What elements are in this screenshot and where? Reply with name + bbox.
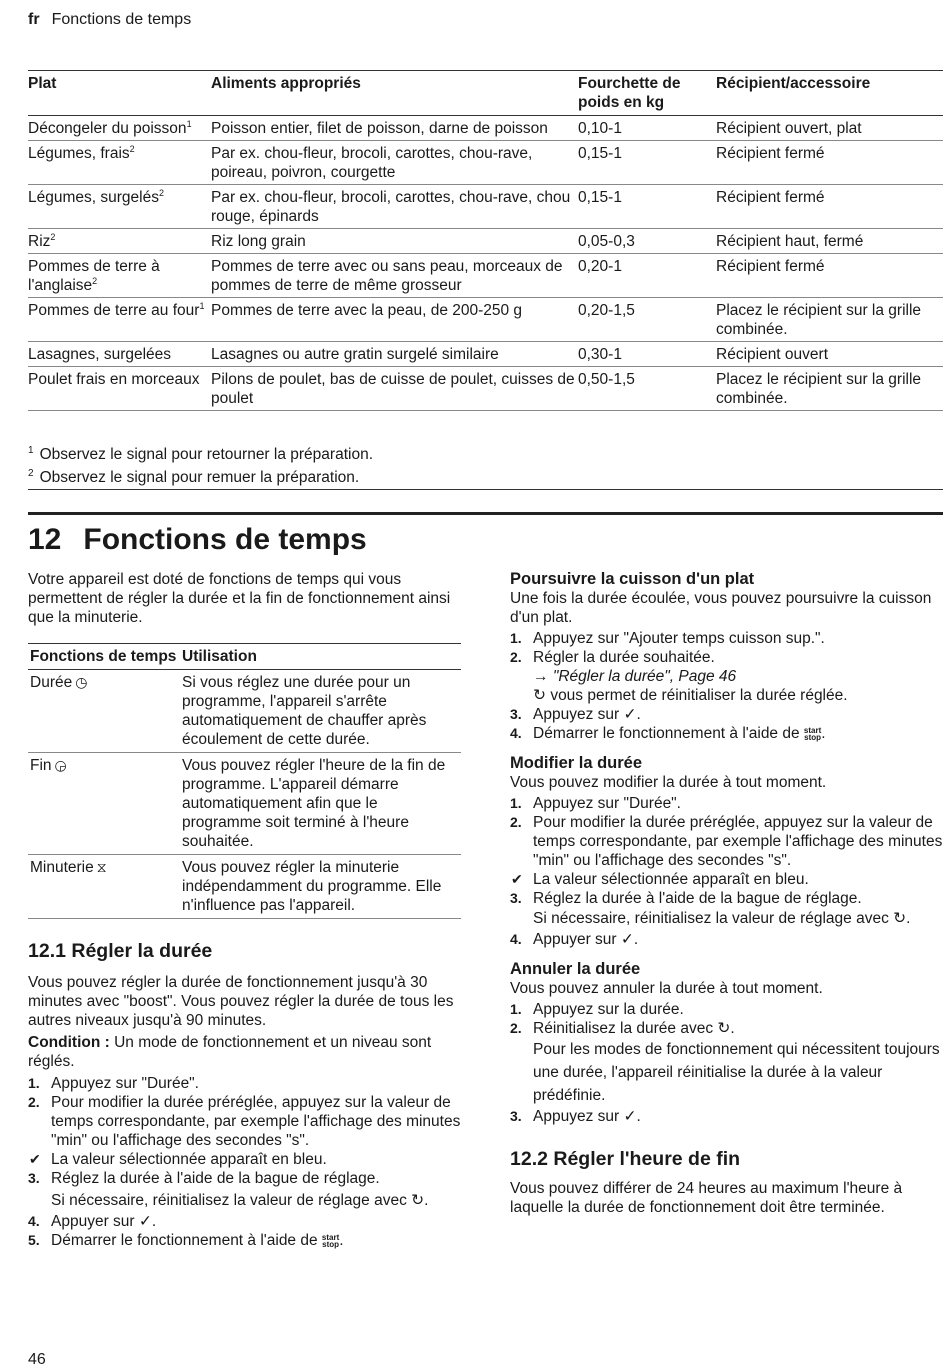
time-table-header — [28, 644, 461, 670]
list-item: 3. Appuyez sur ✓. — [510, 1108, 641, 1125]
arrow-icon: → — [533, 668, 549, 685]
col-header: Plat — [28, 71, 211, 116]
list-item: 4. Démarrer le fonctionnement à l'aide de start stop. — [510, 725, 826, 742]
footnote-ref: 2 — [92, 276, 98, 286]
footnote-ref: 1 — [199, 301, 205, 311]
steps-list — [28, 1074, 461, 1250]
cell-poids: 0,15-1 — [578, 141, 716, 185]
intro-paragraph: Votre appareil est doté de fonctions de temps qui vous permettent de régler la durée et la fin de fonctionnement ainsi que la minuterie. — [28, 571, 451, 626]
table-row — [28, 298, 943, 342]
cell-plat: Décongeler du poisson$^1$ — [28, 116, 211, 141]
function-name: Fin ◶ — [28, 753, 180, 855]
col-header: Fonctions de temps — [28, 644, 180, 670]
cell-aliments: Riz long grain — [211, 229, 578, 254]
cell-aliments: Lasagnes ou autre gratin surgelé similaire — [211, 342, 578, 367]
table-row — [28, 185, 943, 229]
check-icon: ✓ — [620, 931, 634, 948]
subheading-annuler: Annuler la durée — [510, 960, 641, 978]
header-title: Fonctions de temps — [51, 11, 192, 28]
list-item: 2. Pour modifier la durée préréglée, appuyez sur la valeur de temps correspondante, par exemple l'affichage des minutes "min" ou l'affichage des secondes "s". — [510, 814, 943, 869]
list-item: 4. Appuyer sur ✓. — [28, 1213, 157, 1230]
chapter-number: 12 — [28, 523, 62, 556]
cell-recipient: Récipient fermé — [716, 141, 943, 185]
table-row — [28, 367, 943, 411]
steps-list — [510, 1000, 945, 1126]
list-item: 4. Appuyer sur ✓. — [510, 931, 639, 948]
cell-recipient: Récipient fermé — [716, 185, 943, 229]
cell-plat: Lasagnes, surgelées — [28, 342, 211, 367]
col-header: Fourchette de poids en kg — [578, 71, 716, 116]
function-usage: Si vous réglez une durée pour un programme, l'appareil s'arrête automatiquement de chauffer après écoulement de cette durée. — [180, 670, 461, 753]
left-column — [28, 570, 461, 1250]
table-row — [28, 254, 943, 298]
table-row — [28, 116, 943, 141]
cross-reference-link[interactable]: "Régler la durée", Page 46 — [552, 668, 737, 685]
cell-poids: 0,30-1 — [578, 342, 716, 367]
section-paragraph: Vous pouvez différer de 24 heures au maximum l'heure à laquelle la durée de fonctionnement doit être terminée. — [510, 1180, 903, 1216]
list-item: 3. Réglez la durée à l'aide de la bague de réglage. Si nécessaire, réinitialisez la valeur de réglage avec ↻. — [510, 890, 911, 927]
result-icon: ✔ — [511, 871, 523, 887]
cell-poids: 0,10-1 — [578, 116, 716, 141]
cell-poids: 0,50-1,5 — [578, 367, 716, 411]
list-item: 1. Appuyez sur "Ajouter temps cuisson sup.". — [510, 630, 825, 647]
cell-aliments: Pommes de terre avec ou sans peau, morceaux de pommes de terre de même grosseur — [211, 254, 578, 298]
cell-recipient: Récipient ouvert — [716, 342, 943, 367]
list-item: 1. Appuyez sur "Durée". — [510, 795, 681, 812]
check-icon: ✓ — [623, 706, 637, 723]
list-item: 2. Pour modifier la durée préréglée, appuyez sur la valeur de temps correspondante, par exemple l'affichage des minutes "min" ou l'affichage des secondes "s". — [28, 1094, 461, 1149]
cell-poids: 0,20-1,5 — [578, 298, 716, 342]
table-row — [28, 855, 461, 919]
col-header: Récipient/accessoire — [716, 71, 943, 116]
function-name: Minuterie ⧖ — [28, 855, 180, 919]
table-row — [28, 229, 943, 254]
section-paragraph: Vous pouvez modifier la durée à tout moment. — [510, 774, 827, 791]
cell-plat: Pommes de terre au four$^1$ — [28, 298, 211, 342]
steps-list — [510, 629, 945, 743]
chapter-rule — [28, 512, 943, 515]
cell-recipient: Placez le récipient sur la grille combinée. — [716, 367, 943, 411]
cell-aliments: Pommes de terre avec la peau, de 200-250 g — [211, 298, 578, 342]
chapter-name: Fonctions de temps — [83, 523, 367, 556]
subheading-poursuivre: Poursuivre la cuisson d'un plat — [510, 570, 755, 588]
cell-plat: Poulet frais en morceaux — [28, 367, 211, 411]
food-table — [28, 70, 943, 411]
reset-icon: ↻ — [717, 1020, 731, 1037]
function-name: Durée ◷ — [28, 670, 180, 753]
list-item: 2. Réinitialisez la durée avec ↻. Pour les modes de fonctionnement qui nécessitent toujours une durée, l'appareil réinitialise la durée à la valeur prédéfinie. — [510, 1020, 940, 1104]
section-paragraph: Vous pouvez régler la durée de fonctionnement jusqu'à 30 minutes avec "boost". Vous pouvez régler la durée de tous les autres niveaux jusqu'à 90 minutes. — [28, 974, 454, 1029]
list-item: ✔ La valeur sélectionnée apparaît en bleu. — [29, 1151, 327, 1168]
list-item: 3. Réglez la durée à l'aide de la bague de réglage. Si nécessaire, réinitialisez la valeur de réglage avec ↻. — [28, 1170, 429, 1209]
reset-icon: ↻ — [893, 910, 907, 927]
start-stop-icon: start stop — [803, 725, 822, 742]
steps-list — [510, 794, 945, 949]
footnote: $^2$ Observez le signal pour remuer la préparation. — [28, 468, 360, 487]
cell-poids: 0,15-1 — [578, 185, 716, 229]
subheading-modifier: Modifier la durée — [510, 754, 643, 772]
chapter-title — [28, 522, 367, 558]
time-functions-table — [28, 643, 461, 919]
list-item: 1. Appuyez sur "Durée". — [28, 1075, 199, 1092]
footnote-ref: 2 — [158, 188, 164, 198]
function-usage: Vous pouvez régler l'heure de la fin de programme. L'appareil démarre automatiquement afin que le programme soit terminé à l'heure souhaitée. — [180, 753, 461, 855]
cell-aliments: Par ex. chou-fleur, brocoli, carottes, chou-rave, poireau, poivron, courgette — [211, 141, 578, 185]
reset-icon: ↻ — [411, 1192, 425, 1209]
cell-plat: Pommes de terre à l'anglaise$^2$ — [28, 254, 211, 298]
cell-aliments: Par ex. chou-fleur, brocoli, carottes, chou-rave, chou rouge, épinards — [211, 185, 578, 229]
end-time-icon: ◶ — [54, 757, 67, 773]
cell-plat: Légumes, frais$^2$ — [28, 141, 211, 185]
cell-poids: 0,05-0,3 — [578, 229, 716, 254]
function-usage: Vous pouvez régler la minuterie indépendamment du programme. Elle n'influence pas l'appareil. — [180, 855, 461, 919]
table-row — [28, 141, 943, 185]
footnotes — [28, 441, 943, 490]
cell-recipient: Récipient fermé — [716, 254, 943, 298]
footnote: $^1$ Observez le signal pour retourner la préparation. — [28, 445, 373, 464]
cell-aliments: Poisson entier, filet de poisson, darne de poisson — [211, 116, 578, 141]
result-icon: ✔ — [29, 1151, 41, 1167]
cell-plat: Riz$^2$ — [28, 229, 211, 254]
section-12-1-title: 12.1 Régler la durée — [28, 940, 213, 962]
page-header — [28, 10, 191, 29]
cell-plat: Légumes, surgelés$^2$ — [28, 185, 211, 229]
section-12-2-title: 12.2 Régler l'heure de fin — [510, 1148, 741, 1170]
cell-recipient: Placez le récipient sur la grille combinée. — [716, 298, 943, 342]
footnote-ref: 1 — [186, 119, 192, 129]
section-paragraph: Vous pouvez annuler la durée à tout moment. — [510, 980, 823, 997]
start-stop-icon: start stop — [321, 1232, 340, 1249]
hourglass-icon: ⧖ — [96, 859, 107, 875]
footnote-ref: 2 — [50, 232, 56, 242]
right-column — [510, 570, 945, 1217]
timer-icon: ◷ — [75, 674, 88, 690]
section-paragraph: Une fois la durée écoulée, vous pouvez poursuivre la cuisson d'un plat. — [510, 590, 932, 626]
list-item: 3. Appuyez sur ✓. — [510, 706, 641, 723]
cell-recipient: Récipient ouvert, plat — [716, 116, 943, 141]
table-row — [28, 342, 943, 367]
check-icon: ✓ — [138, 1213, 152, 1230]
table-row — [28, 670, 461, 753]
list-item: 5. Démarrer le fonctionnement à l'aide de start stop. — [28, 1232, 344, 1249]
footnote-ref: 2 — [129, 144, 135, 154]
condition: Condition : Un mode de fonctionnement et un niveau sont réglés. — [28, 1034, 432, 1070]
check-icon: ✓ — [623, 1108, 637, 1125]
cell-recipient: Récipient haut, fermé — [716, 229, 943, 254]
language-code: fr — [28, 11, 40, 28]
reset-icon: ↻ — [533, 687, 546, 704]
col-header: Aliments appropriés — [211, 71, 578, 116]
cell-aliments: Pilons de poulet, bas de cuisse de poulet, cuisses de poulet — [211, 367, 578, 411]
food-table-header — [28, 71, 943, 116]
table-row — [28, 753, 461, 855]
list-item: 1. Appuyez sur la durée. — [510, 1001, 684, 1018]
list-item: 2. Régler la durée souhaitée. → "Régler la durée", Page 46 ↻ vous permet de réinitialiser la durée réglée. — [510, 649, 848, 704]
cell-poids: 0,20-1 — [578, 254, 716, 298]
list-item: ✔ La valeur sélectionnée apparaît en bleu. — [511, 871, 809, 888]
page-number: 46 — [28, 1351, 46, 1368]
col-header: Utilisation — [180, 644, 461, 670]
